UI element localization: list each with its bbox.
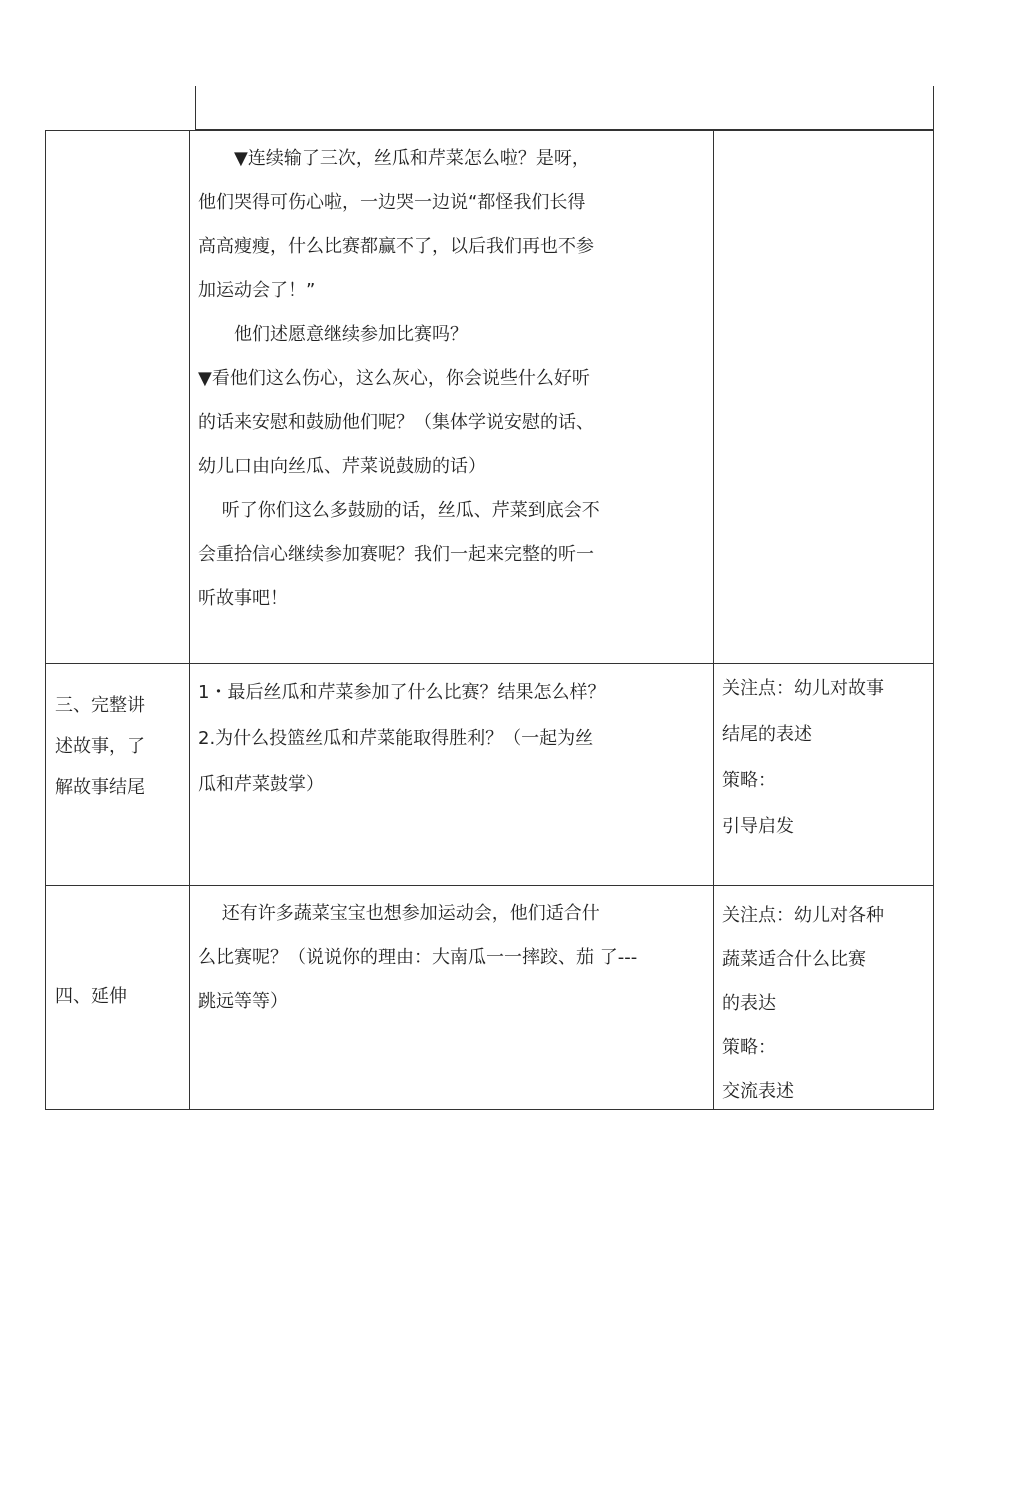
- table-border: [45, 130, 934, 131]
- stage-cell-row-4: [55, 975, 185, 1019]
- notes-line: 结尾的表述: [722, 724, 812, 745]
- text-line: 1・最后丝瓜和芹菜参加了什么比赛？结果怎么样？: [198, 682, 606, 703]
- table-border: [45, 663, 934, 664]
- table-border: [713, 130, 714, 1110]
- activity-cell-row-2: [198, 137, 710, 621]
- text-line: ▼连续输了三次，丝瓜和芹菜怎么啦？是呀，: [198, 148, 590, 169]
- table-border: [189, 130, 190, 1110]
- activity-cell-row-4: [198, 892, 710, 1024]
- stage-label-line: 三、完整讲: [55, 695, 145, 716]
- notes-line: 关注点：幼儿对各种: [722, 905, 884, 926]
- notes-line: 交流表述: [722, 1081, 794, 1102]
- notes-cell-row-4: [722, 894, 930, 1114]
- table-border: [933, 86, 934, 130]
- text-line: 高高瘦瘦，什么比赛都赢不了，以后我们再也不参: [198, 236, 594, 257]
- table-border: [45, 130, 46, 1110]
- stage-label-line: 述故事，了: [55, 736, 145, 757]
- text-line: 会重拾信心继续参加赛呢？我们一起来完整的听一: [198, 544, 594, 565]
- notes-line: 的表达: [722, 993, 776, 1014]
- text-line: 还有许多蔬菜宝宝也想参加运动会，他们适合什: [198, 903, 600, 924]
- text-line: 他们哭得可伤心啦，一边哭一边说“都怪我们长得: [198, 192, 586, 213]
- text-line: 幼儿口由向丝瓜、芹菜说鼓励的话）: [198, 456, 486, 477]
- notes-line: 策略：: [722, 1037, 776, 1058]
- text-line: 听故事吧！: [198, 588, 288, 609]
- text-line: 他们述愿意继续参加比赛吗？: [198, 324, 468, 345]
- table-border: [45, 885, 934, 886]
- notes-line: 策略：: [722, 770, 776, 791]
- text-line: 么比赛呢？（说说你的理由：大南瓜一一摔跤、茄 了---: [198, 947, 638, 968]
- stage-label-line: 四、延伸: [55, 986, 127, 1007]
- activity-cell-row-3: [198, 670, 710, 808]
- stage-cell-row-3: [55, 685, 185, 808]
- table-border: [195, 86, 196, 130]
- text-line: 加运动会了！”: [198, 280, 316, 301]
- notes-line: 蔬菜适合什么比赛: [722, 949, 866, 970]
- notes-cell-row-3: [722, 666, 930, 850]
- text-line: 瓜和芹菜鼓掌）: [198, 774, 324, 795]
- notes-line: 关注点：幼儿对故事: [722, 678, 884, 699]
- stage-label-line: 解故事结尾: [55, 777, 145, 798]
- text-line: 听了你们这么多鼓励的话，丝瓜、芹菜到底会不: [198, 500, 600, 521]
- text-line: ▼看他们这么伤心，这么灰心，你会说些什么好听: [198, 368, 590, 389]
- text-line: 跳远等等）: [198, 991, 288, 1012]
- notes-line: 引导启发: [722, 816, 794, 837]
- text-line: 的话来安慰和鼓励他们呢？（集体学说安慰的话、: [198, 412, 594, 433]
- table-border: [933, 130, 934, 1110]
- text-line: 2.为什么投篮丝瓜和芹菜能取得胜利？（一起为丝: [198, 728, 594, 749]
